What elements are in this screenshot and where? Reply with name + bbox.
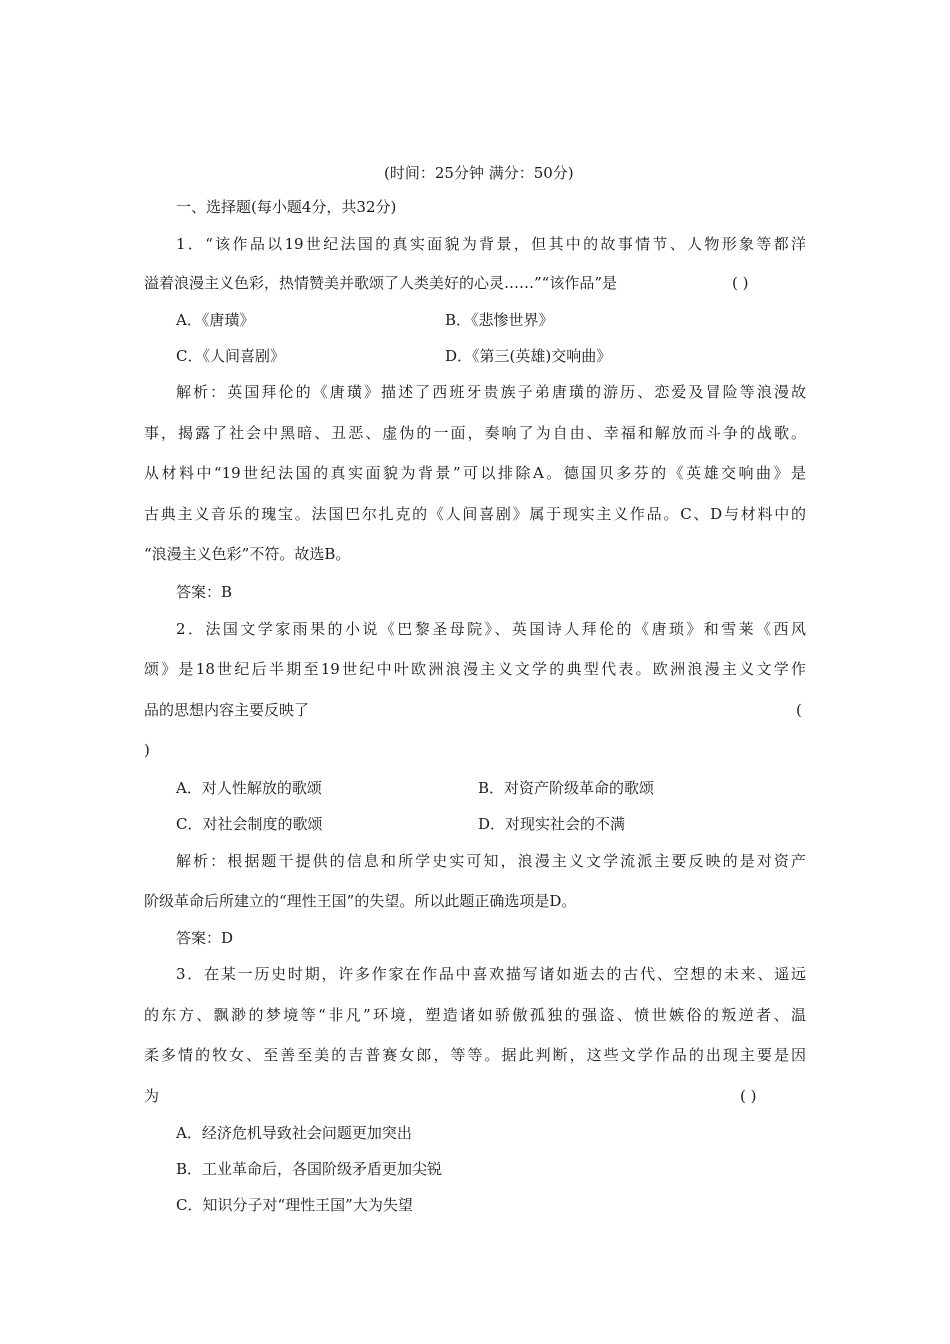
question-3-answer-bracket: ( ) bbox=[740, 1087, 757, 1105]
question-1-option-d: D．《第三(英雄)交响曲》 bbox=[445, 347, 612, 365]
section-title: 一、选择题(每小题4分，共32分) bbox=[176, 198, 397, 216]
question-1-stem-line-1: 1．“该作品以19世纪法国的真实面貌为背景，但其中的故事情节、人物形象等都洋 bbox=[176, 235, 806, 253]
question-1-option-c: C．《人间喜剧》 bbox=[176, 347, 285, 365]
question-1-analysis-line-5: “浪漫主义色彩”不符。故选B。 bbox=[144, 545, 351, 563]
question-1-stem-line-2: 溢着浪漫主义色彩，热情赞美并歌颂了人类美好的心灵……”“该作品”是 bbox=[144, 274, 618, 292]
question-3-option-a: A．经济危机导致社会问题更加突出 bbox=[176, 1124, 412, 1142]
question-2-option-a: A．对人性解放的歌颂 bbox=[176, 779, 322, 797]
question-2-stem-line-3: 品的思想内容主要反映了 bbox=[144, 701, 310, 719]
question-3-option-b: B．工业革命后，各国阶级矛盾更加尖锐 bbox=[176, 1160, 443, 1178]
question-2-bracket-close: ) bbox=[144, 741, 150, 759]
question-3-option-c: C．知识分子对“理性王国”大为失望 bbox=[176, 1196, 413, 1214]
question-1-analysis-line-1: 解析：英国拜伦的《唐璜》描述了西班牙贵族子弟唐璜的游历、恋爱及冒险等浪漫故 bbox=[176, 383, 806, 401]
question-2-option-d: D．对现实社会的不满 bbox=[478, 815, 626, 833]
question-2-stem-line-1: 2．法国文学家雨果的小说《巴黎圣母院》、英国诗人拜伦的《唐琐》和雪莱《西风 bbox=[176, 620, 806, 638]
question-1-analysis-line-3: 从材料中“19世纪法国的真实面貌为背景”可以排除A。德国贝多芬的《英雄交响曲》是 bbox=[144, 464, 806, 482]
question-3-stem-line-3: 柔多情的牧女、至善至美的吉普赛女郎，等等。据此判断，这些文学作品的出现主要是因 bbox=[144, 1046, 806, 1064]
question-2-option-c: C．对社会制度的歌颂 bbox=[176, 815, 323, 833]
question-2-analysis-line-1: 解析：根据题干提供的信息和所学史实可知，浪漫主义文学流派主要反映的是对资产 bbox=[176, 852, 806, 870]
question-2-option-b: B．对资产阶级革命的歌颂 bbox=[478, 779, 655, 797]
question-1-answer-bracket: ( ) bbox=[732, 274, 749, 292]
question-3-stem-line-4: 为 bbox=[144, 1087, 160, 1105]
time-limit-header: (时间：25分钟 满分：50分) bbox=[384, 164, 574, 182]
question-1-option-a: A．《唐璜》 bbox=[176, 311, 255, 329]
question-2-bracket-open: ( bbox=[796, 701, 802, 719]
question-1-option-b: B．《悲惨世界》 bbox=[445, 311, 554, 329]
question-2-stem-line-2: 颂》是18世纪后半期至19世纪中叶欧洲浪漫主义文学的典型代表。欧洲浪漫主义文学作 bbox=[144, 660, 806, 678]
question-2-analysis-line-2: 阶级革命后所建立的“理性王国”的失望。所以此题正确选项是D。 bbox=[144, 892, 577, 910]
question-3-stem-line-1: 3．在某一历史时期，许多作家在作品中喜欢描写诸如逝去的古代、空想的未来、遥远 bbox=[176, 965, 806, 983]
question-2-answer: 答案：D bbox=[176, 929, 234, 947]
question-1-analysis-line-4: 古典主义音乐的瑰宝。法国巴尔扎克的《人间喜剧》属于现实主义作品。C、D与材料中的 bbox=[144, 505, 806, 523]
question-1-answer: 答案：B bbox=[176, 583, 233, 601]
question-3-stem-line-2: 的东方、飘渺的梦境等“非凡”环境，塑造诸如骄傲孤独的强盗、愤世嫉俗的叛逆者、温 bbox=[144, 1006, 806, 1024]
question-1-analysis-line-2: 事，揭露了社会中黑暗、丑恶、虚伪的一面，奏响了为自由、幸福和解放而斗争的战歌。 bbox=[144, 424, 806, 442]
